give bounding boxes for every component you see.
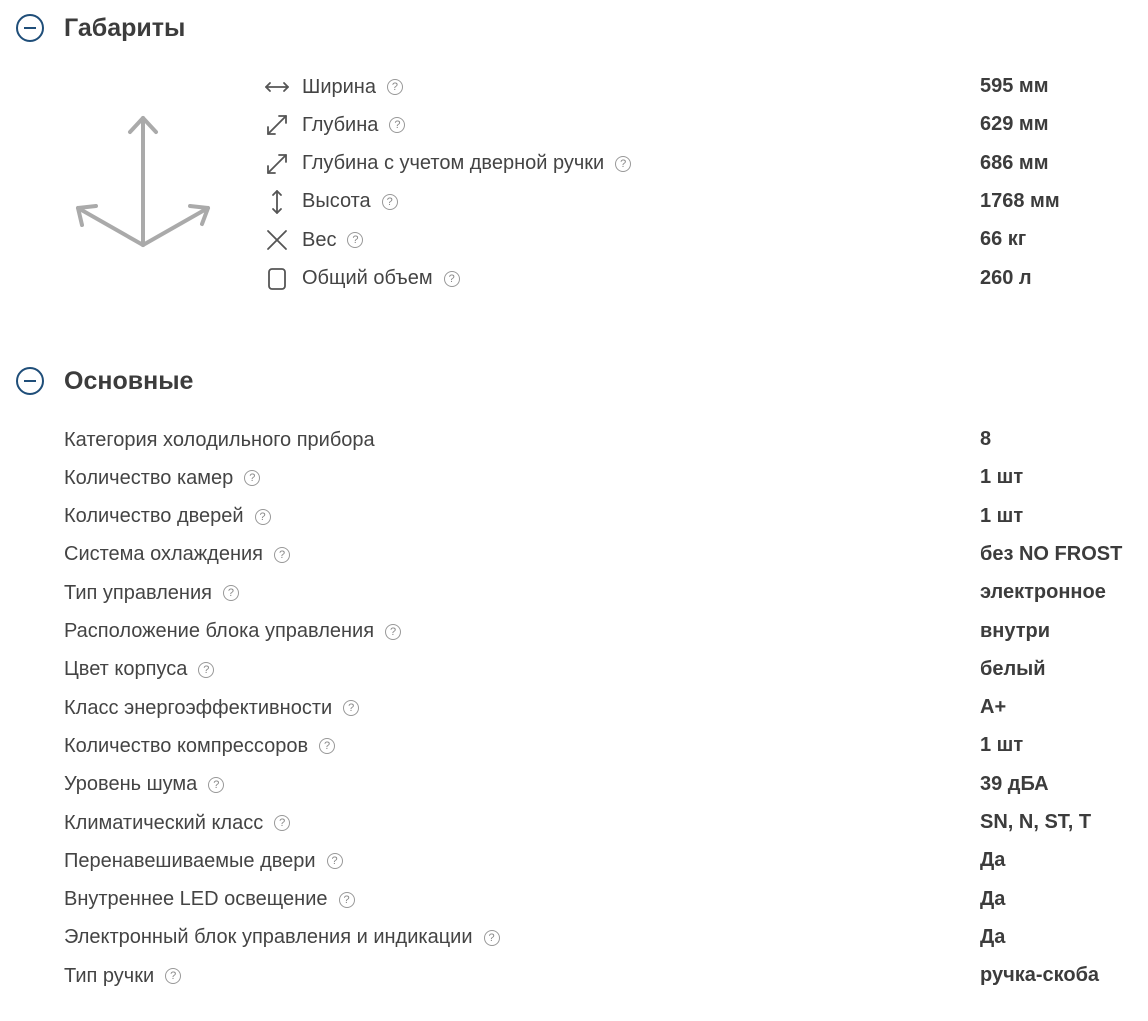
help-tooltip-icon[interactable]: ?	[387, 79, 403, 95]
help-tooltip-icon[interactable]: ?	[615, 156, 631, 172]
spec-label-group	[264, 151, 631, 177]
spec-row	[64, 885, 355, 915]
spec-row	[264, 225, 363, 255]
dimensions-section-title: Габариты	[64, 13, 186, 42]
help-tooltip-icon[interactable]: ?	[389, 117, 405, 133]
main-section-title: Основные	[64, 366, 194, 395]
spec-label: Глубина с учетом дверной ручки	[302, 152, 605, 175]
height-arrow-icon	[264, 189, 290, 215]
collapse-minus-icon[interactable]	[16, 367, 44, 395]
spec-label-group	[64, 467, 260, 490]
spec-row	[264, 110, 405, 140]
help-tooltip-icon[interactable]: ?	[223, 585, 239, 601]
spec-label-group	[64, 926, 500, 949]
spec-label: Тип ручки	[64, 964, 155, 987]
spec-value: 8	[980, 428, 992, 450]
spec-value: 66 кг	[980, 228, 1027, 251]
spec-row	[64, 961, 181, 991]
spec-row	[64, 846, 343, 876]
spec-label-group	[264, 112, 405, 138]
spec-value: Да	[980, 925, 1006, 948]
spec-label-group	[64, 620, 401, 643]
dimensions-axes-icon	[70, 110, 220, 255]
spec-label-group	[264, 74, 403, 100]
volume-box-icon	[264, 266, 290, 292]
spec-label: Класс энергоэффективности	[64, 696, 333, 719]
help-tooltip-icon[interactable]: ?	[165, 968, 181, 984]
spec-value: 629 мм	[980, 113, 1049, 136]
spec-label: Внутреннее LED освещение	[64, 888, 328, 911]
help-tooltip-icon[interactable]: ?	[319, 738, 335, 754]
spec-label-group	[64, 429, 375, 452]
spec-label-group	[64, 505, 271, 528]
spec-value: Да	[980, 887, 1006, 910]
spec-value: 1768 мм	[980, 189, 1060, 212]
dimensions-section-header[interactable]	[16, 12, 185, 44]
spec-value: 686 мм	[980, 151, 1049, 174]
spec-row	[64, 731, 335, 761]
spec-value: 1 шт	[980, 466, 1024, 489]
spec-value: электронное	[980, 581, 1106, 604]
spec-label: Высота	[302, 190, 371, 213]
collapse-minus-icon[interactable]	[16, 14, 44, 42]
spec-label: Вес	[302, 228, 337, 251]
help-tooltip-icon[interactable]: ?	[198, 662, 214, 678]
spec-label: Расположение блока управления	[64, 620, 375, 642]
width-arrow-icon	[264, 74, 290, 100]
spec-label: Цвет корпуса	[64, 658, 188, 681]
spec-value: 1 шт	[980, 734, 1024, 757]
spec-label-group	[264, 227, 363, 253]
spec-label-group	[64, 735, 335, 758]
spec-row	[264, 187, 398, 217]
spec-label: Глубина	[302, 113, 379, 136]
help-tooltip-icon[interactable]: ?	[274, 547, 290, 563]
spec-value: 595 мм	[980, 75, 1049, 97]
spec-label: Тип управления	[64, 581, 212, 604]
depth-handle-arrow-icon	[264, 151, 290, 177]
spec-label: Количество камер	[64, 466, 234, 489]
spec-label: Категория холодильного прибора	[64, 428, 375, 451]
spec-row	[64, 808, 290, 838]
spec-label-group	[264, 266, 460, 292]
help-tooltip-icon[interactable]: ?	[208, 777, 224, 793]
weight-cross-icon	[264, 227, 290, 253]
spec-row	[64, 770, 224, 800]
spec-value: Да	[980, 849, 1006, 872]
main-section-header[interactable]	[16, 365, 193, 397]
spec-row	[64, 578, 239, 608]
depth-arrow-icon	[264, 112, 290, 138]
help-tooltip-icon[interactable]: ?	[347, 232, 363, 248]
spec-label: Перенавешиваемые двери	[64, 849, 316, 872]
help-tooltip-icon[interactable]: ?	[327, 853, 343, 869]
spec-value: 39 дБА	[980, 772, 1049, 795]
spec-value: без NO FROST	[980, 542, 1123, 565]
spec-label: Количество компрессоров	[64, 734, 309, 757]
spec-value: белый	[980, 657, 1046, 680]
spec-label-group	[64, 543, 290, 566]
spec-label: Общий объем	[302, 267, 433, 289]
spec-label-group	[64, 812, 290, 835]
spec-row	[64, 463, 260, 493]
spec-label-group	[64, 582, 239, 605]
spec-label-group	[264, 189, 398, 215]
spec-label-group	[64, 658, 214, 681]
spec-label: Количество дверей	[64, 505, 244, 528]
help-tooltip-icon[interactable]: ?	[244, 470, 260, 486]
spec-row	[64, 655, 214, 685]
spec-label-group	[64, 888, 355, 911]
spec-row	[64, 540, 290, 570]
spec-label: Климатический класс	[64, 811, 264, 834]
spec-value: A+	[980, 696, 1007, 719]
help-tooltip-icon[interactable]: ?	[382, 194, 398, 210]
spec-value: SN, N, ST, T	[980, 811, 1092, 833]
help-tooltip-icon[interactable]: ?	[343, 700, 359, 716]
help-tooltip-icon[interactable]: ?	[274, 815, 290, 831]
spec-row	[64, 923, 500, 953]
spec-label: Электронный блок управления и индикации	[64, 926, 473, 949]
spec-label: Уровень шума	[64, 773, 198, 796]
spec-value: 260 л	[980, 266, 1032, 289]
spec-row	[64, 693, 359, 723]
spec-label-group	[64, 850, 343, 873]
spec-label-group	[64, 773, 224, 796]
spec-value: внутри	[980, 619, 1051, 642]
spec-value: ручка-скоба	[980, 964, 1100, 987]
spec-value: 1 шт	[980, 504, 1024, 527]
spec-label-group	[64, 965, 181, 988]
spec-row	[264, 264, 460, 294]
spec-row	[264, 72, 403, 102]
help-tooltip-icon[interactable]: ?	[255, 509, 271, 525]
help-tooltip-icon[interactable]: ?	[444, 271, 460, 287]
help-tooltip-icon[interactable]: ?	[339, 892, 355, 908]
help-tooltip-icon[interactable]: ?	[484, 930, 500, 946]
spec-label: Ширина	[302, 75, 376, 98]
spec-row	[64, 502, 271, 532]
help-tooltip-icon[interactable]: ?	[385, 624, 401, 640]
spec-label-group	[64, 697, 359, 720]
spec-row	[264, 149, 631, 179]
spec-row	[64, 425, 375, 455]
spec-row	[64, 617, 401, 647]
spec-label: Система охлаждения	[64, 543, 264, 566]
